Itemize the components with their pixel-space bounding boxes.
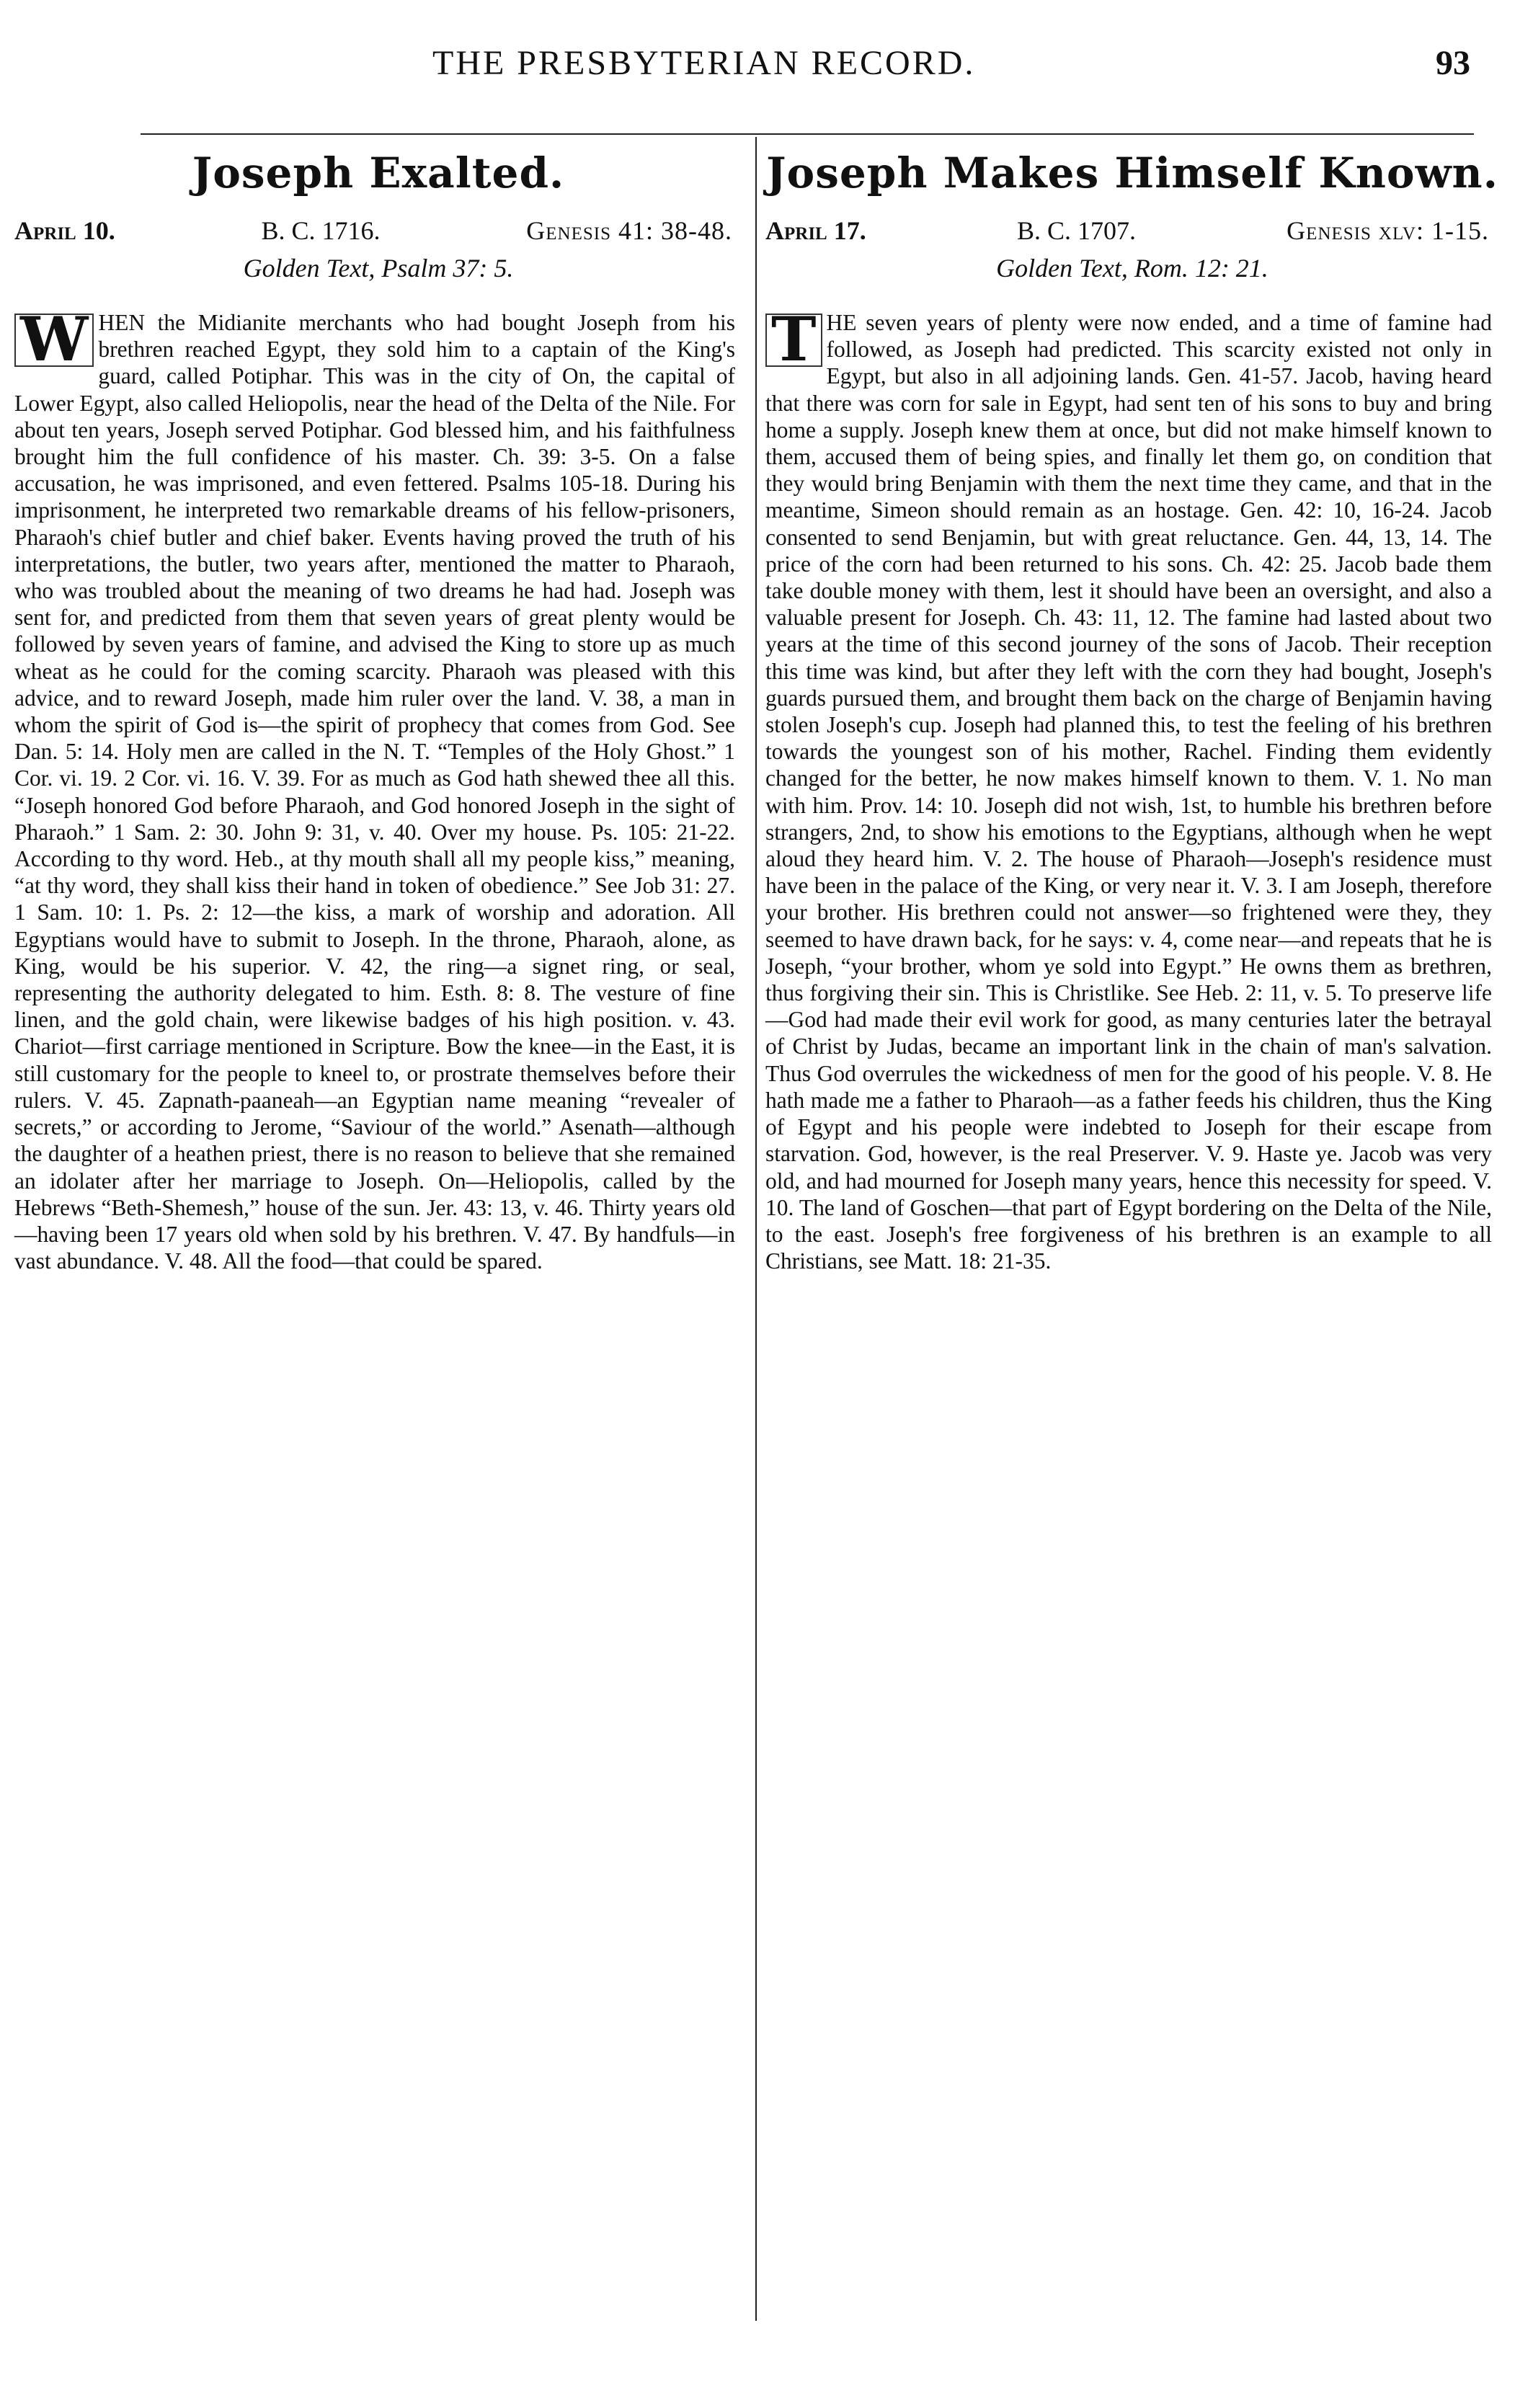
scripture-reference: Genesis 41: 38-48. [526,216,732,245]
lesson-title: Joseph Makes Himself Known. [766,148,1498,197]
lesson-body-text: HE seven years of plenty were now ended, and a time of famine had followed, as Joseph had predicted. This scarcity existed not only in Egypt, but also in all adjoining lands. Gen. 41-57. Jacob, having heard that there was corn for sale in Egypt, had sent ten of his sons to buy and bring home a supply. Joseph knew them at once, but did not make himself known to them, accused them of being spies, and finally let them go, on condition that they would bring Benjamin with them the next time they came, and that in the meantime, Simeon should remain as an hostage. Gen. 42: 10, 16-24. Jacob consented to send Benjamin, but with great reluctance. Gen. 44, 13, 14. The price of the corn had been returned to his sons. Ch. 42: 25. Jacob bade them take double money with them, lest it should have been an oversight, and also a valuable present for Joseph. Ch. 43: 11, 12. The famine had lasted about two years at the time of this second journey of the sons of Jacob. Their reception this time was kind, but after they left with the corn they had bought, Joseph's guards pursued them, and brought them back on the charge of Benjamin having stolen Joseph's cup. Joseph had planned this, to test the feeling of his brethren towards the youngest son of his mother, Rachel. Finding them evidently changed for the better, he now makes himself known to them. V. 1. No man with him. Prov. 14: 10. Joseph did not wish, 1st, to humble his brethren before strangers, 2nd, to show his emotions to the Egyptians, although when he wept aloud they heard him. V. 2. The house of Pharaoh—Joseph's residence must have been in the palace of the King, or very near it. V. 3. I am Joseph, therefore your brother. His brethren could not answer—so frightened were they, they seemed to have drawn back, for he says: v. 4, come near—and repeats that he is Joseph, “your brother, whom ye sold into Egypt.” He owns them as brethren, thus forgiving their sin. This is Christlike. See Heb. 2: 11, v. 5. To preserve life—God had made their evil work for good, as many centuries later the betrayal of Christ by Judas, became an important link in the chain of man's salvation. Thus God overrules the wickedness of men for the good of his people. V. 8. He hath made me a father to Pharaoh—as a father feeds his children, thus the King of Egypt and his people were indebted to Joseph for their escape from starvation. God, however, is the real Preserver. V. 9. Haste ye. Jacob was very old, and had mourned for Joseph many years, hence this necessity for speed. V. 10. The land of Goschen—that part of Egypt bordering on the Delta of the Nile, to the east. Joseph's free forgiveness of his brethren is an example to all Christians, see Matt. 18: 21-35. [765,310,1492,1274]
lesson-body [14,303,742,1274]
header-rule [141,133,1474,135]
golden-text: Golden Text, Psalm 37: 5. [243,254,514,283]
running-title: THE PRESBYTERIAN RECORD. [432,44,976,82]
lesson-meta [14,213,742,249]
page-number: 93 [1436,44,1470,82]
lesson-title: Joseph Exalted. [192,148,565,197]
column-divider [755,137,757,2321]
lesson-date: April 10. [14,216,115,245]
lesson-body [765,303,1499,1274]
golden-text: Golden Text, Rom. 12: 21. [996,254,1268,283]
scripture-reference: Genesis xlv: 1-15. [1287,216,1489,245]
lesson-bc-date: B. C. 1716. [261,216,381,245]
lesson-body-text: HEN the Midianite merchants who had bought Joseph from his brethren reached Egypt, they sold him to a captain of the King's guard, called Potiphar. This was in the city of On, the capital of Lower Egypt, also called Heliopolis, near the head of the Delta of the Nile. For about ten years, Joseph served Potiphar. God blessed him, and his faithfulness brought him the full confidence of his master. Ch. 39: 3-5. On a false accusation, he was imprisoned, and even fettered. Psalms 105-18. During his imprisonment, he interpreted two remarkable dreams of his fellow-prisoners, Pharaoh's chief butler and chief baker. Events having proved the truth of his interpretations, the butler, two years after, mentioned the matter to Pharaoh, who was troubled about the meaning of two dreams he had had. Joseph was sent for, and predicted from them that seven years of great plenty would be followed by seven years of famine, and advised the King to store up as much wheat as he could for the coming scarcity. Pharaoh was pleased with this advice, and to reward Joseph, made him ruler over the land. V. 38, a man in whom the spirit of God is—the spirit of prophecy that comes from God. See Dan. 5: 14. Holy men are called in the N. T. “Temples of the Holy Ghost.” 1 Cor. vi. 19. 2 Cor. vi. 16. V. 39. For as much as God hath shewed thee all this. “Joseph honored God before Pharaoh, and God honored Joseph in the sight of Pharaoh.” 1 Sam. 2: 30. John 9: 31, v. 40. Over my house. Ps. 105: 21-22. According to thy word. Heb., at thy mouth shall all my people kiss,” meaning, “at thy word, they shall kiss their hand in token of obedience.” See Job 31: 27. 1 Sam. 10: 1. Ps. 2: 12—the kiss, a mark of worship and adoration. All Egyptians would have to submit to Joseph. In the throne, Pharaoh, alone, as King, would be his superior. V. 42, the ring—a signet ring, or seal, representing the authority delegated to him. Esth. 8: 8. The vesture of fine linen, and the gold chain, were likewise badges of his high position. v. 43. Chariot—first carriage mentioned in Scripture. Bow the knee—in the East, it is still customary for the people to kneel to, or prostrate themselves before their rulers. V. 45. Zapnath-paaneah—an Egyptian name meaning “revealer of secrets,” or according to Jerome, “Saviour of the world.” Asenath—although the daughter of a heathen priest, there is no reason to believe that she remained an idolater after her marriage to Joseph. On—Heliopolis, called by the Hebrews “Beth-Shemesh,” house of the sun. Jer. 43: 13, v. 46. Thirty years old—having been 17 years old when sold by his brethren. V. 47. By handfuls—in vast abundance. V. 48. All the food—that could be spared. [14,310,735,1274]
lesson-meta [765,213,1499,249]
lesson-column-left [14,141,742,1274]
page-header [86,43,1478,101]
drop-cap: T [765,314,822,367]
lesson-column-right [765,141,1499,1274]
drop-cap: W [14,314,94,367]
lesson-date: April 17. [765,216,866,245]
lesson-bc-date: B. C. 1707. [1016,216,1136,245]
